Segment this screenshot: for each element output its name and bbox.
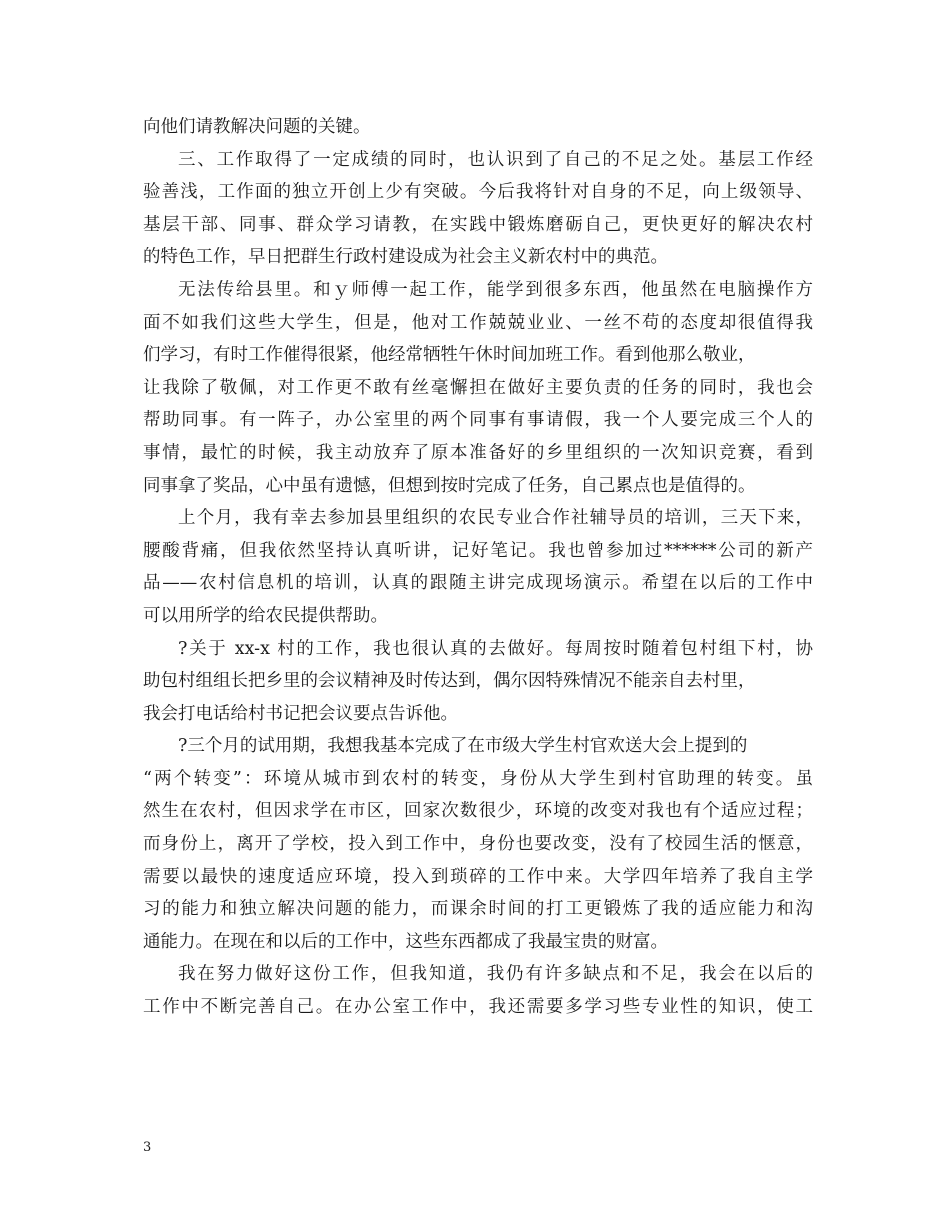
text-line: ?关于 xx-x 村的工作，我也很认真的去做好。每周按时随着包村组下村，协 (178, 638, 813, 659)
body-text (143, 111, 813, 1024)
page-number: 3 (143, 1140, 152, 1155)
text-line: 我在努力做好这份工作，但我知道，我仍有许多缺点和不足，我会在以后的 (178, 964, 813, 985)
text-line: 面不如我们这些大学生，但是，他对工作兢兢业业、一丝不苟的态度却很值得我 (143, 312, 813, 333)
text-line: 帮助同事。有一阵子，办公室里的两个同事有事请假，我一个人要完成三个人的 (143, 410, 813, 431)
text-line: 可以用所学的给农民提供帮助。 (143, 605, 388, 626)
text-line: 习的能力和独立解决问题的能力，而课余时间的打工更锻炼了我的适应能力和沟 (143, 899, 813, 920)
text-line: 的特色工作，早日把群生行政村建设成为社会主义新农村中的典范。 (143, 247, 668, 268)
text-line: 助包村组组长把乡里的会议精神及时传达到，偶尔因特殊情况不能亲自去村里， (143, 671, 756, 692)
text-line: 同事拿了奖品，心中虽有遗憾，但想到按时完成了任务，自己累点也是值得的。 (143, 475, 756, 496)
paragraph-4 (143, 502, 813, 632)
text-line: 三、工作取得了一定成绩的同时，也认识到了自己的不足之处。基层工作经 (178, 149, 813, 170)
text-line: ?三个月的试用期，我想我基本完成了在市级大学生村官欢送大会上提到的 (178, 736, 748, 757)
text-line: 需要以最快的速度适应环境，投入到琐碎的工作中来。大学四年培养了我自主学 (143, 866, 813, 887)
text-line: 无法传给县里。和ｙ师傅一起工作，能学到很多东西，他虽然在电脑操作方 (178, 279, 813, 300)
text-line: 们学习，有时工作催得很紧，他经常牺牲午休时间加班工作。看到他那么敬业， (143, 345, 756, 366)
text-line: 基层干部、同事、群众学习请教，在实践中锻炼磨砺自己，更快更好的解决农村 (143, 214, 813, 235)
text-line: 让我除了敬佩，对工作更不敢有丝毫懈担在做好主要负责的任务的同时，我也会 (143, 377, 813, 398)
text-line: 然生在农村，但因求学在市区，回家次数很少，环境的改变对我也有个适应过程； (143, 801, 813, 822)
paragraph-6 (143, 730, 813, 958)
text-line: “两个转变”：环境从城市到农村的转变，身份从大学生到村官助理的转变。虽 (143, 768, 813, 789)
text-line: 而身份上，离开了学校，投入到工作中，身份也要改变，没有了校园生活的惬意， (143, 834, 813, 855)
text-line: 通能力。在现在和以后的工作中，这些东西都成了我最宝贵的财富。 (143, 931, 668, 952)
paragraph-2 (143, 144, 813, 274)
text-line: 上个月，我有幸去参加县里组织的农民专业合作社辅导员的培训，三天下来， (178, 508, 813, 529)
text-line: 工作中不断完善自己。在办公室工作中，我还需要多学习些专业性的知识，使工 (143, 997, 813, 1018)
paragraph-5 (143, 633, 813, 731)
text-line: 向他们请教解决问题的关键。 (143, 117, 371, 137)
paragraph-1 (143, 111, 813, 144)
text-line: 验善浅，工作面的独立开创上少有突破。今后我将针对自身的不足，向上级领导、 (143, 182, 813, 203)
text-line: 事情，最忙的时候，我主动放弃了原本准备好的乡里组织的一次知识竞赛，看到 (143, 442, 813, 463)
text-line: 腰酸背痛，但我依然坚持认真听讲，记好笔记。我也曾参加过******公司的新产 (143, 540, 813, 561)
paragraph-7 (143, 958, 813, 1023)
text-line: 我会打电话给村书记把会议要点告诉他。 (143, 703, 458, 724)
paragraph-3 (143, 274, 813, 502)
text-line: 品——农村信息机的培训，认真的跟随主讲完成现场演示。希望在以后的工作中 (143, 573, 813, 594)
